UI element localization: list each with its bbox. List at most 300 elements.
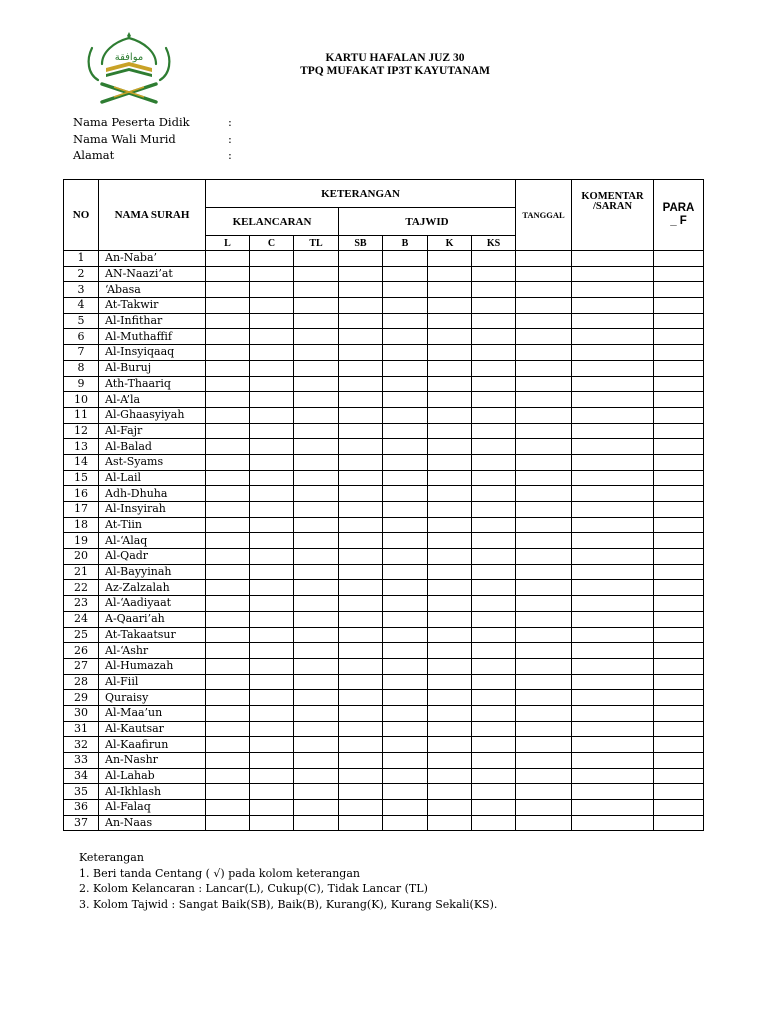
check-cell-sb[interactable] <box>339 549 383 565</box>
check-cell-sb[interactable] <box>339 454 383 470</box>
check-cell-c[interactable] <box>250 486 294 502</box>
check-cell-ks[interactable] <box>472 800 516 816</box>
check-cell-sb[interactable] <box>339 800 383 816</box>
tanggal-cell[interactable] <box>516 439 572 455</box>
komentar-cell[interactable] <box>572 329 654 345</box>
paraf-cell[interactable] <box>654 392 704 408</box>
check-cell-ks[interactable] <box>472 266 516 282</box>
check-cell-ks[interactable] <box>472 721 516 737</box>
check-cell-ks[interactable] <box>472 502 516 518</box>
check-cell-sb[interactable] <box>339 439 383 455</box>
check-cell-ks[interactable] <box>472 517 516 533</box>
check-cell-c[interactable] <box>250 266 294 282</box>
check-cell-b[interactable] <box>383 815 428 831</box>
paraf-cell[interactable] <box>654 564 704 580</box>
paraf-cell[interactable] <box>654 313 704 329</box>
check-cell-sb[interactable] <box>339 392 383 408</box>
check-cell-k[interactable] <box>428 251 472 267</box>
check-cell-l[interactable] <box>206 815 250 831</box>
check-cell-sb[interactable] <box>339 768 383 784</box>
check-cell-tl[interactable] <box>294 251 339 267</box>
check-cell-k[interactable] <box>428 439 472 455</box>
check-cell-sb[interactable] <box>339 470 383 486</box>
check-cell-b[interactable] <box>383 282 428 298</box>
check-cell-l[interactable] <box>206 721 250 737</box>
tanggal-cell[interactable] <box>516 470 572 486</box>
check-cell-l[interactable] <box>206 439 250 455</box>
check-cell-b[interactable] <box>383 251 428 267</box>
check-cell-ks[interactable] <box>472 392 516 408</box>
check-cell-tl[interactable] <box>294 627 339 643</box>
check-cell-sb[interactable] <box>339 674 383 690</box>
check-cell-sb[interactable] <box>339 517 383 533</box>
check-cell-ks[interactable] <box>472 611 516 627</box>
check-cell-tl[interactable] <box>294 533 339 549</box>
check-cell-l[interactable] <box>206 737 250 753</box>
tanggal-cell[interactable] <box>516 658 572 674</box>
check-cell-c[interactable] <box>250 564 294 580</box>
check-cell-sb[interactable] <box>339 721 383 737</box>
komentar-cell[interactable] <box>572 454 654 470</box>
paraf-cell[interactable] <box>654 580 704 596</box>
check-cell-sb[interactable] <box>339 486 383 502</box>
check-cell-c[interactable] <box>250 674 294 690</box>
check-cell-tl[interactable] <box>294 580 339 596</box>
check-cell-k[interactable] <box>428 643 472 659</box>
check-cell-sb[interactable] <box>339 737 383 753</box>
komentar-cell[interactable] <box>572 549 654 565</box>
check-cell-tl[interactable] <box>294 407 339 423</box>
check-cell-tl[interactable] <box>294 423 339 439</box>
check-cell-k[interactable] <box>428 486 472 502</box>
tanggal-cell[interactable] <box>516 768 572 784</box>
check-cell-b[interactable] <box>383 800 428 816</box>
check-cell-ks[interactable] <box>472 690 516 706</box>
check-cell-tl[interactable] <box>294 360 339 376</box>
check-cell-sb[interactable] <box>339 360 383 376</box>
check-cell-c[interactable] <box>250 517 294 533</box>
check-cell-l[interactable] <box>206 298 250 314</box>
tanggal-cell[interactable] <box>516 705 572 721</box>
check-cell-l[interactable] <box>206 392 250 408</box>
check-cell-l[interactable] <box>206 643 250 659</box>
tanggal-cell[interactable] <box>516 360 572 376</box>
check-cell-sb[interactable] <box>339 329 383 345</box>
check-cell-tl[interactable] <box>294 266 339 282</box>
check-cell-tl[interactable] <box>294 690 339 706</box>
tanggal-cell[interactable] <box>516 517 572 533</box>
check-cell-b[interactable] <box>383 674 428 690</box>
check-cell-b[interactable] <box>383 439 428 455</box>
paraf-cell[interactable] <box>654 784 704 800</box>
check-cell-tl[interactable] <box>294 376 339 392</box>
komentar-cell[interactable] <box>572 705 654 721</box>
check-cell-c[interactable] <box>250 658 294 674</box>
check-cell-l[interactable] <box>206 580 250 596</box>
check-cell-sb[interactable] <box>339 611 383 627</box>
check-cell-b[interactable] <box>383 392 428 408</box>
check-cell-c[interactable] <box>250 596 294 612</box>
paraf-cell[interactable] <box>654 800 704 816</box>
check-cell-tl[interactable] <box>294 815 339 831</box>
check-cell-l[interactable] <box>206 423 250 439</box>
paraf-cell[interactable] <box>654 360 704 376</box>
check-cell-b[interactable] <box>383 470 428 486</box>
check-cell-b[interactable] <box>383 407 428 423</box>
check-cell-b[interactable] <box>383 313 428 329</box>
check-cell-sb[interactable] <box>339 690 383 706</box>
check-cell-tl[interactable] <box>294 768 339 784</box>
check-cell-tl[interactable] <box>294 329 339 345</box>
check-cell-b[interactable] <box>383 705 428 721</box>
komentar-cell[interactable] <box>572 439 654 455</box>
check-cell-k[interactable] <box>428 611 472 627</box>
check-cell-l[interactable] <box>206 360 250 376</box>
komentar-cell[interactable] <box>572 376 654 392</box>
check-cell-l[interactable] <box>206 486 250 502</box>
tanggal-cell[interactable] <box>516 282 572 298</box>
check-cell-l[interactable] <box>206 784 250 800</box>
check-cell-b[interactable] <box>383 549 428 565</box>
check-cell-l[interactable] <box>206 800 250 816</box>
tanggal-cell[interactable] <box>516 674 572 690</box>
check-cell-tl[interactable] <box>294 784 339 800</box>
check-cell-k[interactable] <box>428 800 472 816</box>
check-cell-l[interactable] <box>206 658 250 674</box>
check-cell-l[interactable] <box>206 768 250 784</box>
check-cell-k[interactable] <box>428 470 472 486</box>
check-cell-c[interactable] <box>250 815 294 831</box>
check-cell-ks[interactable] <box>472 549 516 565</box>
komentar-cell[interactable] <box>572 313 654 329</box>
check-cell-k[interactable] <box>428 674 472 690</box>
check-cell-sb[interactable] <box>339 345 383 361</box>
check-cell-c[interactable] <box>250 705 294 721</box>
check-cell-l[interactable] <box>206 674 250 690</box>
paraf-cell[interactable] <box>654 502 704 518</box>
tanggal-cell[interactable] <box>516 376 572 392</box>
check-cell-k[interactable] <box>428 266 472 282</box>
check-cell-k[interactable] <box>428 737 472 753</box>
paraf-cell[interactable] <box>654 690 704 706</box>
check-cell-c[interactable] <box>250 768 294 784</box>
check-cell-ks[interactable] <box>472 407 516 423</box>
check-cell-tl[interactable] <box>294 596 339 612</box>
check-cell-tl[interactable] <box>294 658 339 674</box>
check-cell-l[interactable] <box>206 517 250 533</box>
paraf-cell[interactable] <box>654 251 704 267</box>
check-cell-k[interactable] <box>428 580 472 596</box>
check-cell-ks[interactable] <box>472 596 516 612</box>
check-cell-sb[interactable] <box>339 753 383 769</box>
check-cell-b[interactable] <box>383 753 428 769</box>
komentar-cell[interactable] <box>572 627 654 643</box>
check-cell-tl[interactable] <box>294 486 339 502</box>
tanggal-cell[interactable] <box>516 549 572 565</box>
check-cell-c[interactable] <box>250 549 294 565</box>
check-cell-tl[interactable] <box>294 454 339 470</box>
check-cell-b[interactable] <box>383 329 428 345</box>
tanggal-cell[interactable] <box>516 737 572 753</box>
check-cell-l[interactable] <box>206 407 250 423</box>
check-cell-tl[interactable] <box>294 737 339 753</box>
check-cell-tl[interactable] <box>294 721 339 737</box>
check-cell-l[interactable] <box>206 251 250 267</box>
check-cell-ks[interactable] <box>472 486 516 502</box>
check-cell-b[interactable] <box>383 643 428 659</box>
check-cell-tl[interactable] <box>294 517 339 533</box>
check-cell-k[interactable] <box>428 360 472 376</box>
check-cell-c[interactable] <box>250 298 294 314</box>
check-cell-sb[interactable] <box>339 282 383 298</box>
check-cell-tl[interactable] <box>294 392 339 408</box>
paraf-cell[interactable] <box>654 753 704 769</box>
check-cell-k[interactable] <box>428 454 472 470</box>
check-cell-ks[interactable] <box>472 674 516 690</box>
check-cell-ks[interactable] <box>472 658 516 674</box>
tanggal-cell[interactable] <box>516 690 572 706</box>
komentar-cell[interactable] <box>572 690 654 706</box>
check-cell-k[interactable] <box>428 690 472 706</box>
check-cell-ks[interactable] <box>472 345 516 361</box>
check-cell-c[interactable] <box>250 345 294 361</box>
tanggal-cell[interactable] <box>516 611 572 627</box>
komentar-cell[interactable] <box>572 298 654 314</box>
check-cell-k[interactable] <box>428 753 472 769</box>
komentar-cell[interactable] <box>572 423 654 439</box>
paraf-cell[interactable] <box>654 658 704 674</box>
tanggal-cell[interactable] <box>516 580 572 596</box>
check-cell-l[interactable] <box>206 596 250 612</box>
komentar-cell[interactable] <box>572 345 654 361</box>
tanggal-cell[interactable] <box>516 313 572 329</box>
check-cell-sb[interactable] <box>339 627 383 643</box>
paraf-cell[interactable] <box>654 721 704 737</box>
check-cell-b[interactable] <box>383 564 428 580</box>
komentar-cell[interactable] <box>572 502 654 518</box>
check-cell-sb[interactable] <box>339 376 383 392</box>
tanggal-cell[interactable] <box>516 721 572 737</box>
tanggal-cell[interactable] <box>516 627 572 643</box>
check-cell-tl[interactable] <box>294 611 339 627</box>
check-cell-tl[interactable] <box>294 298 339 314</box>
komentar-cell[interactable] <box>572 360 654 376</box>
check-cell-c[interactable] <box>250 423 294 439</box>
check-cell-l[interactable] <box>206 502 250 518</box>
check-cell-l[interactable] <box>206 690 250 706</box>
check-cell-ks[interactable] <box>472 564 516 580</box>
check-cell-b[interactable] <box>383 533 428 549</box>
check-cell-sb[interactable] <box>339 266 383 282</box>
komentar-cell[interactable] <box>572 674 654 690</box>
komentar-cell[interactable] <box>572 596 654 612</box>
check-cell-ks[interactable] <box>472 282 516 298</box>
check-cell-ks[interactable] <box>472 313 516 329</box>
tanggal-cell[interactable] <box>516 423 572 439</box>
tanggal-cell[interactable] <box>516 564 572 580</box>
check-cell-c[interactable] <box>250 376 294 392</box>
check-cell-ks[interactable] <box>472 376 516 392</box>
check-cell-c[interactable] <box>250 627 294 643</box>
check-cell-ks[interactable] <box>472 815 516 831</box>
check-cell-ks[interactable] <box>472 533 516 549</box>
check-cell-b[interactable] <box>383 298 428 314</box>
check-cell-sb[interactable] <box>339 423 383 439</box>
check-cell-c[interactable] <box>250 282 294 298</box>
check-cell-sb[interactable] <box>339 313 383 329</box>
check-cell-k[interactable] <box>428 329 472 345</box>
tanggal-cell[interactable] <box>516 329 572 345</box>
check-cell-tl[interactable] <box>294 502 339 518</box>
check-cell-k[interactable] <box>428 658 472 674</box>
check-cell-sb[interactable] <box>339 596 383 612</box>
komentar-cell[interactable] <box>572 282 654 298</box>
check-cell-l[interactable] <box>206 549 250 565</box>
check-cell-c[interactable] <box>250 313 294 329</box>
komentar-cell[interactable] <box>572 407 654 423</box>
check-cell-l[interactable] <box>206 282 250 298</box>
check-cell-ks[interactable] <box>472 298 516 314</box>
check-cell-sb[interactable] <box>339 815 383 831</box>
check-cell-l[interactable] <box>206 564 250 580</box>
paraf-cell[interactable] <box>654 454 704 470</box>
check-cell-tl[interactable] <box>294 345 339 361</box>
komentar-cell[interactable] <box>572 737 654 753</box>
check-cell-k[interactable] <box>428 407 472 423</box>
paraf-cell[interactable] <box>654 423 704 439</box>
check-cell-b[interactable] <box>383 611 428 627</box>
check-cell-sb[interactable] <box>339 705 383 721</box>
check-cell-k[interactable] <box>428 392 472 408</box>
komentar-cell[interactable] <box>572 266 654 282</box>
tanggal-cell[interactable] <box>516 486 572 502</box>
check-cell-c[interactable] <box>250 360 294 376</box>
paraf-cell[interactable] <box>654 266 704 282</box>
check-cell-b[interactable] <box>383 737 428 753</box>
check-cell-sb[interactable] <box>339 580 383 596</box>
paraf-cell[interactable] <box>654 674 704 690</box>
check-cell-tl[interactable] <box>294 313 339 329</box>
check-cell-sb[interactable] <box>339 564 383 580</box>
check-cell-k[interactable] <box>428 627 472 643</box>
check-cell-tl[interactable] <box>294 753 339 769</box>
check-cell-tl[interactable] <box>294 800 339 816</box>
check-cell-l[interactable] <box>206 753 250 769</box>
check-cell-c[interactable] <box>250 533 294 549</box>
komentar-cell[interactable] <box>572 251 654 267</box>
check-cell-c[interactable] <box>250 329 294 345</box>
check-cell-tl[interactable] <box>294 470 339 486</box>
check-cell-c[interactable] <box>250 611 294 627</box>
check-cell-c[interactable] <box>250 392 294 408</box>
check-cell-sb[interactable] <box>339 658 383 674</box>
check-cell-k[interactable] <box>428 517 472 533</box>
check-cell-k[interactable] <box>428 705 472 721</box>
check-cell-c[interactable] <box>250 407 294 423</box>
check-cell-ks[interactable] <box>472 470 516 486</box>
check-cell-k[interactable] <box>428 721 472 737</box>
tanggal-cell[interactable] <box>516 800 572 816</box>
check-cell-c[interactable] <box>250 800 294 816</box>
check-cell-k[interactable] <box>428 768 472 784</box>
check-cell-k[interactable] <box>428 298 472 314</box>
check-cell-sb[interactable] <box>339 784 383 800</box>
check-cell-ks[interactable] <box>472 627 516 643</box>
paraf-cell[interactable] <box>654 329 704 345</box>
check-cell-b[interactable] <box>383 784 428 800</box>
tanggal-cell[interactable] <box>516 345 572 361</box>
check-cell-b[interactable] <box>383 502 428 518</box>
check-cell-ks[interactable] <box>472 705 516 721</box>
check-cell-b[interactable] <box>383 517 428 533</box>
tanggal-cell[interactable] <box>516 298 572 314</box>
check-cell-l[interactable] <box>206 345 250 361</box>
check-cell-k[interactable] <box>428 815 472 831</box>
komentar-cell[interactable] <box>572 784 654 800</box>
check-cell-sb[interactable] <box>339 298 383 314</box>
tanggal-cell[interactable] <box>516 784 572 800</box>
check-cell-k[interactable] <box>428 313 472 329</box>
check-cell-k[interactable] <box>428 564 472 580</box>
check-cell-k[interactable] <box>428 502 472 518</box>
check-cell-sb[interactable] <box>339 533 383 549</box>
check-cell-c[interactable] <box>250 690 294 706</box>
komentar-cell[interactable] <box>572 611 654 627</box>
check-cell-l[interactable] <box>206 266 250 282</box>
check-cell-tl[interactable] <box>294 674 339 690</box>
komentar-cell[interactable] <box>572 486 654 502</box>
check-cell-l[interactable] <box>206 611 250 627</box>
check-cell-c[interactable] <box>250 470 294 486</box>
check-cell-c[interactable] <box>250 439 294 455</box>
check-cell-ks[interactable] <box>472 454 516 470</box>
check-cell-b[interactable] <box>383 345 428 361</box>
paraf-cell[interactable] <box>654 376 704 392</box>
check-cell-c[interactable] <box>250 721 294 737</box>
komentar-cell[interactable] <box>572 658 654 674</box>
check-cell-ks[interactable] <box>472 784 516 800</box>
check-cell-c[interactable] <box>250 737 294 753</box>
komentar-cell[interactable] <box>572 580 654 596</box>
paraf-cell[interactable] <box>654 439 704 455</box>
check-cell-tl[interactable] <box>294 564 339 580</box>
tanggal-cell[interactable] <box>516 502 572 518</box>
paraf-cell[interactable] <box>654 705 704 721</box>
check-cell-b[interactable] <box>383 423 428 439</box>
check-cell-l[interactable] <box>206 329 250 345</box>
check-cell-c[interactable] <box>250 251 294 267</box>
komentar-cell[interactable] <box>572 753 654 769</box>
tanggal-cell[interactable] <box>516 392 572 408</box>
check-cell-k[interactable] <box>428 345 472 361</box>
tanggal-cell[interactable] <box>516 407 572 423</box>
check-cell-sb[interactable] <box>339 407 383 423</box>
check-cell-tl[interactable] <box>294 282 339 298</box>
check-cell-ks[interactable] <box>472 768 516 784</box>
tanggal-cell[interactable] <box>516 815 572 831</box>
check-cell-c[interactable] <box>250 580 294 596</box>
check-cell-k[interactable] <box>428 549 472 565</box>
check-cell-l[interactable] <box>206 454 250 470</box>
check-cell-b[interactable] <box>383 658 428 674</box>
check-cell-l[interactable] <box>206 376 250 392</box>
check-cell-ks[interactable] <box>472 439 516 455</box>
tanggal-cell[interactable] <box>516 596 572 612</box>
check-cell-ks[interactable] <box>472 251 516 267</box>
paraf-cell[interactable] <box>654 549 704 565</box>
check-cell-b[interactable] <box>383 486 428 502</box>
check-cell-ks[interactable] <box>472 329 516 345</box>
